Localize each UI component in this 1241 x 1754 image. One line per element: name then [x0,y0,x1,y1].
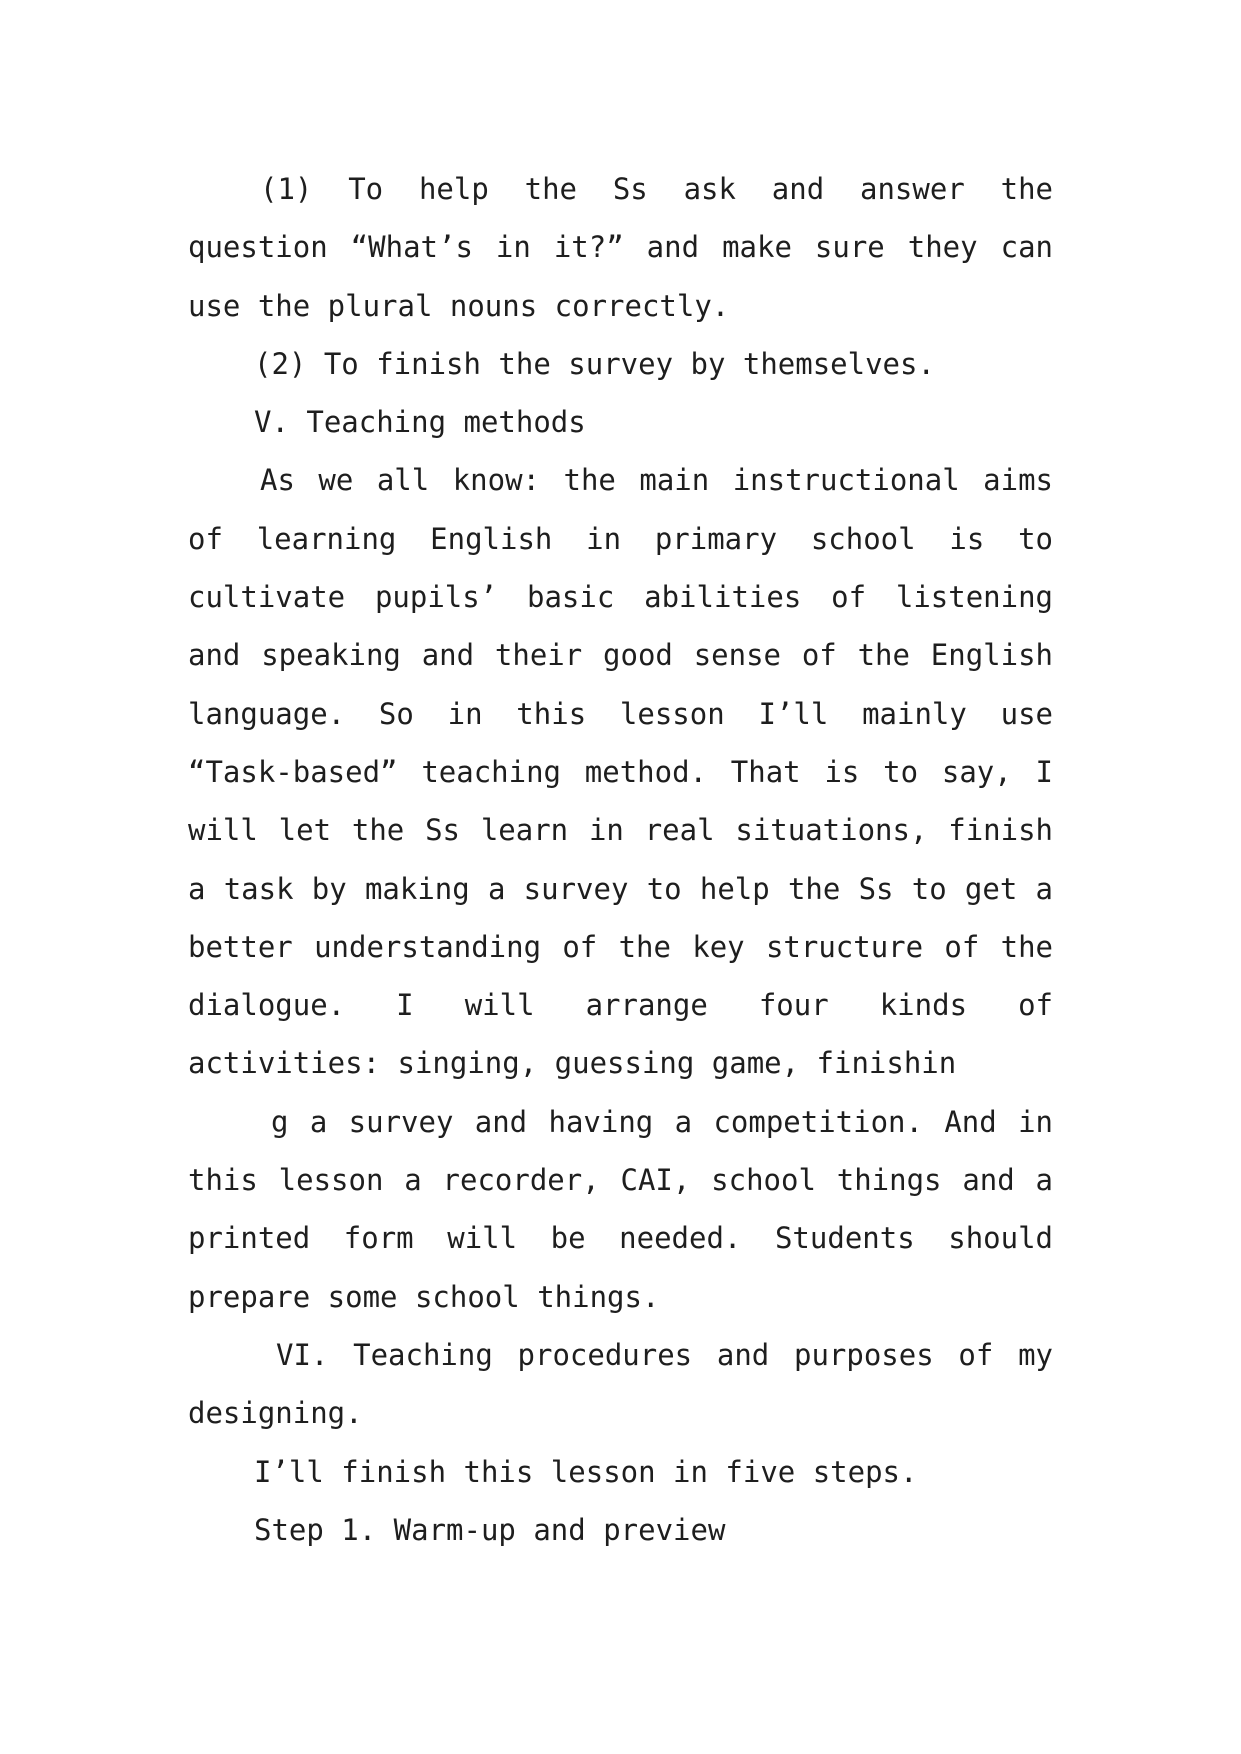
paragraph-objective-1: (1) To help the Ss ask and answer the question “What’s in it?” and make sure they can use the plural nouns correctly. [188,172,1053,323]
document-page [188,160,1053,1559]
paragraph-five-steps: I’ll finish this lesson in five steps. [254,1454,918,1489]
paragraph-teaching-methods-continued: g a survey and having a competition. And in this lesson a recorder, CAI, school things and a printed form will be needed. Students should prepare some school things. [188,1104,1053,1314]
section-heading-teaching-methods: V. Teaching methods [254,405,586,440]
paragraph-objective-2: (2) To finish the survey by themselves. [254,346,935,381]
paragraph-teaching-methods: As we all know: the main instructional aims of learning English in primary school is to cultivate pupils’ basic abilities of listening and speaking and their good sense of the English language. So in this lesson I’ll mainly use “Task-based” teaching method. That is to say, I will let the Ss learn in real situations, finish a task by making a survey to help the Ss to get a better understanding of the key structure of the dialogue. I will arrange four kinds of activities: singing, guessing game, finishin [188,463,1053,1081]
section-heading-teaching-procedures: VI. Teaching procedures and purposes of my designing. [188,1337,1053,1431]
step-1-heading: Step 1. Warm-up and preview [254,1512,726,1547]
